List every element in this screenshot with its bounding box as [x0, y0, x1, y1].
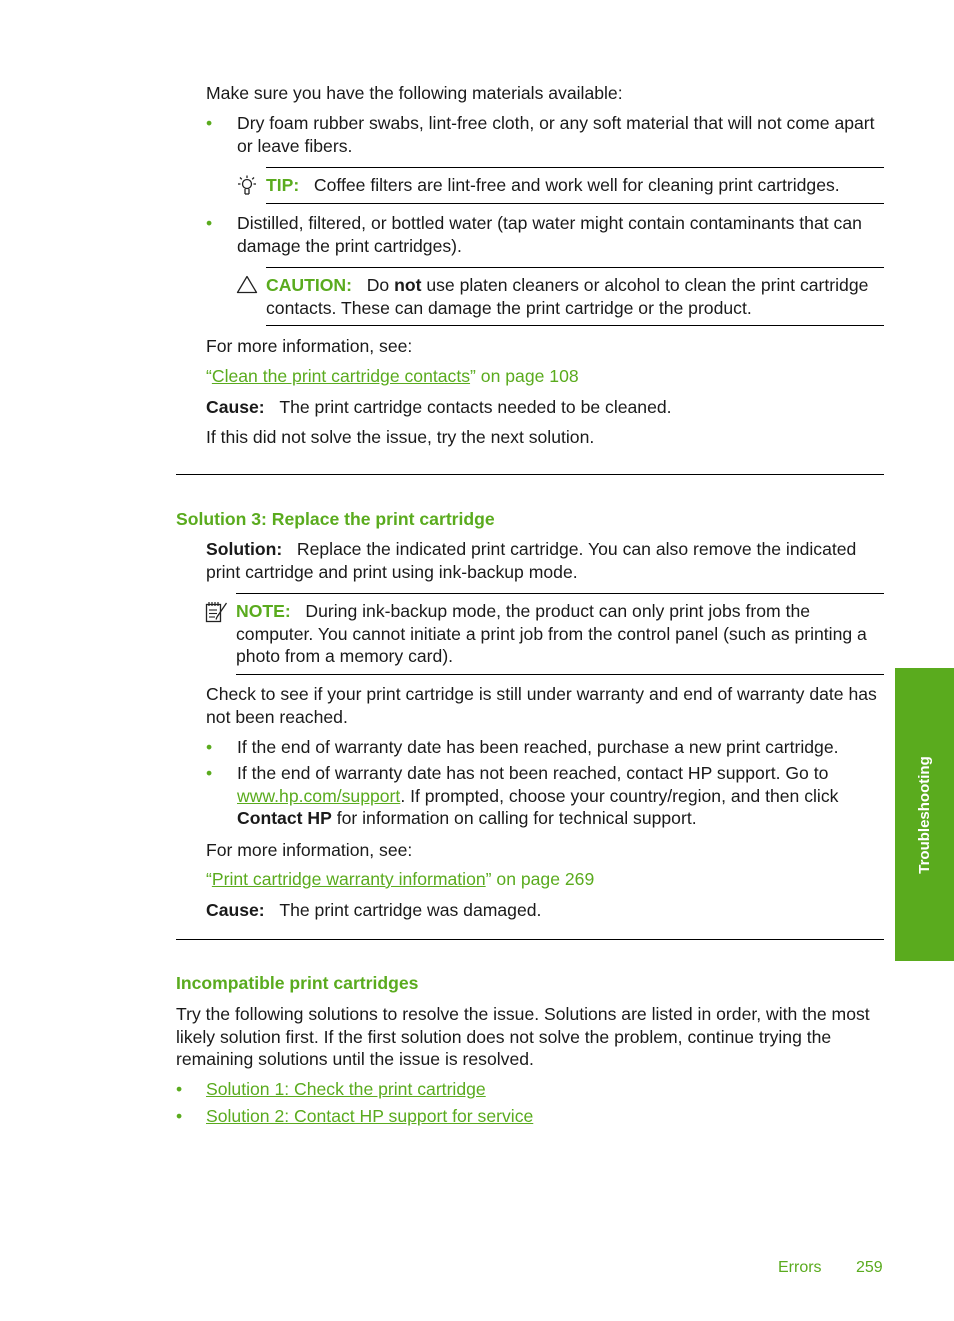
link-warranty-info-text[interactable]: Print cartridge warranty information [211, 869, 486, 889]
link-warranty-info[interactable] [206, 868, 594, 891]
footer-section: Errors [778, 1259, 822, 1276]
troubleshooting-side-tab [895, 668, 954, 961]
incompatible-heading: Incompatible print cartridges [176, 973, 419, 993]
warranty-b2-pre: If the end of warranty date has not been reached, contact HP support. Go to [237, 763, 829, 783]
caution-bottom-rule [266, 325, 884, 326]
cause-label: Cause: [206, 900, 265, 920]
bullet-marker: • [176, 1079, 183, 1099]
bullet-marker: • [206, 213, 213, 233]
solution3-text: Replace the indicated print cartridge. You can also remove the indicated print cartridge and print using ink-backup mode. [206, 539, 857, 582]
warranty-bullet-2 [237, 762, 887, 830]
link-clean-contacts[interactable] [206, 365, 579, 388]
section-divider [176, 474, 884, 475]
caution-top-rule [266, 267, 884, 268]
tip-text: Coffee filters are lint-free and work well for cleaning print cartridges. [313, 175, 840, 195]
link-page-ref: ” on page 269 [485, 869, 595, 889]
note-label: NOTE: [236, 601, 291, 621]
note-top-rule [236, 593, 884, 594]
side-tab-label: Troubleshooting [915, 755, 933, 874]
solution3-text-block [206, 538, 886, 583]
bullet-marker: • [206, 763, 213, 783]
cause-text: The print cartridge contacts needed to be cleaned. [279, 397, 672, 417]
materials-item-1: Dry foam rubber swabs, lint-free cloth, or any soft material that will not come apart or leave fibers. [237, 113, 875, 156]
caution-text-pre: Do [366, 275, 390, 295]
note-bottom-rule [236, 674, 884, 675]
link-solution-1[interactable] [206, 1078, 486, 1101]
note-pad-icon [205, 601, 228, 623]
cause-text: The print cartridge was damaged. [279, 900, 542, 920]
solution3-heading: Solution 3: Replace the print cartridge [176, 509, 495, 529]
warning-triangle-icon [236, 275, 258, 294]
caution-text-bold: not [394, 275, 422, 295]
more-info-text: For more information, see: [206, 336, 413, 356]
link-page-ref: ” on page 108 [470, 366, 579, 386]
tip-text-block [266, 174, 886, 197]
cause-line [206, 396, 886, 419]
warranty-check-text: Check to see if your print cartridge is still under warranty and end of warranty date has not been reached. [206, 684, 877, 727]
note-text-block [236, 600, 886, 668]
next-solution-text: If this did not solve the issue, try the next solution. [206, 427, 595, 447]
quote-open: “ [206, 366, 212, 386]
section-divider [176, 939, 884, 940]
warranty-b2-mid: . If prompted, choose your country/region, and then click [400, 785, 839, 806]
link-solution-1-text[interactable]: Solution 1: Check the print cartridge [206, 1079, 486, 1099]
link-clean-contacts-text[interactable]: Clean the print cartridge contacts [211, 366, 471, 386]
link-solution-2-text[interactable]: Solution 2: Contact HP support for service [206, 1106, 534, 1126]
solution-label: Solution: [206, 539, 283, 559]
hp-support-link[interactable]: www.hp.com/support [237, 785, 401, 806]
caution-label: CAUTION: [266, 275, 353, 295]
quote-open: “ [206, 869, 212, 889]
bullet-marker: • [206, 113, 213, 133]
intro-text: Make sure you have the following materials available: [206, 83, 623, 103]
note-text: During ink-backup mode, the product can only print jobs from the computer. You cannot initiate a print job from the control panel (such as printing a photo from a memory card). [236, 601, 867, 666]
tip-bottom-rule [266, 203, 884, 204]
tip-top-rule [266, 167, 884, 168]
warranty-b2-post: for information on calling for technical support. [336, 808, 697, 828]
caution-text-block [266, 274, 886, 319]
materials-item-2: Distilled, filtered, or bottled water (tap water might contain contaminants that can damage the print cartridges). [237, 213, 862, 256]
incompatible-text: Try the following solutions to resolve the issue. Solutions are listed in order, with the most likely solution first. If the first solution does not solve the problem, continue trying the remaining solutions until the issue is resolved. [176, 1004, 870, 1069]
link-solution-2[interactable] [206, 1105, 533, 1128]
footer-page-number: 259 [856, 1259, 883, 1276]
bullet-marker: • [176, 1106, 183, 1126]
lightbulb-icon [236, 175, 258, 197]
bullet-marker: • [206, 737, 213, 757]
contact-hp-bold: Contact HP [237, 808, 332, 828]
caution-text-post: use platen cleaners or alcohol to clean the print cartridge contacts. These can damage the print cartridge or the product. [266, 275, 869, 318]
tip-label: TIP: [266, 175, 300, 195]
more-info-text: For more information, see: [206, 840, 413, 860]
warranty-bullet-1: If the end of warranty date has been reached, purchase a new print cartridge. [237, 737, 839, 757]
cause-label: Cause: [206, 397, 265, 417]
cause-line [206, 899, 886, 922]
